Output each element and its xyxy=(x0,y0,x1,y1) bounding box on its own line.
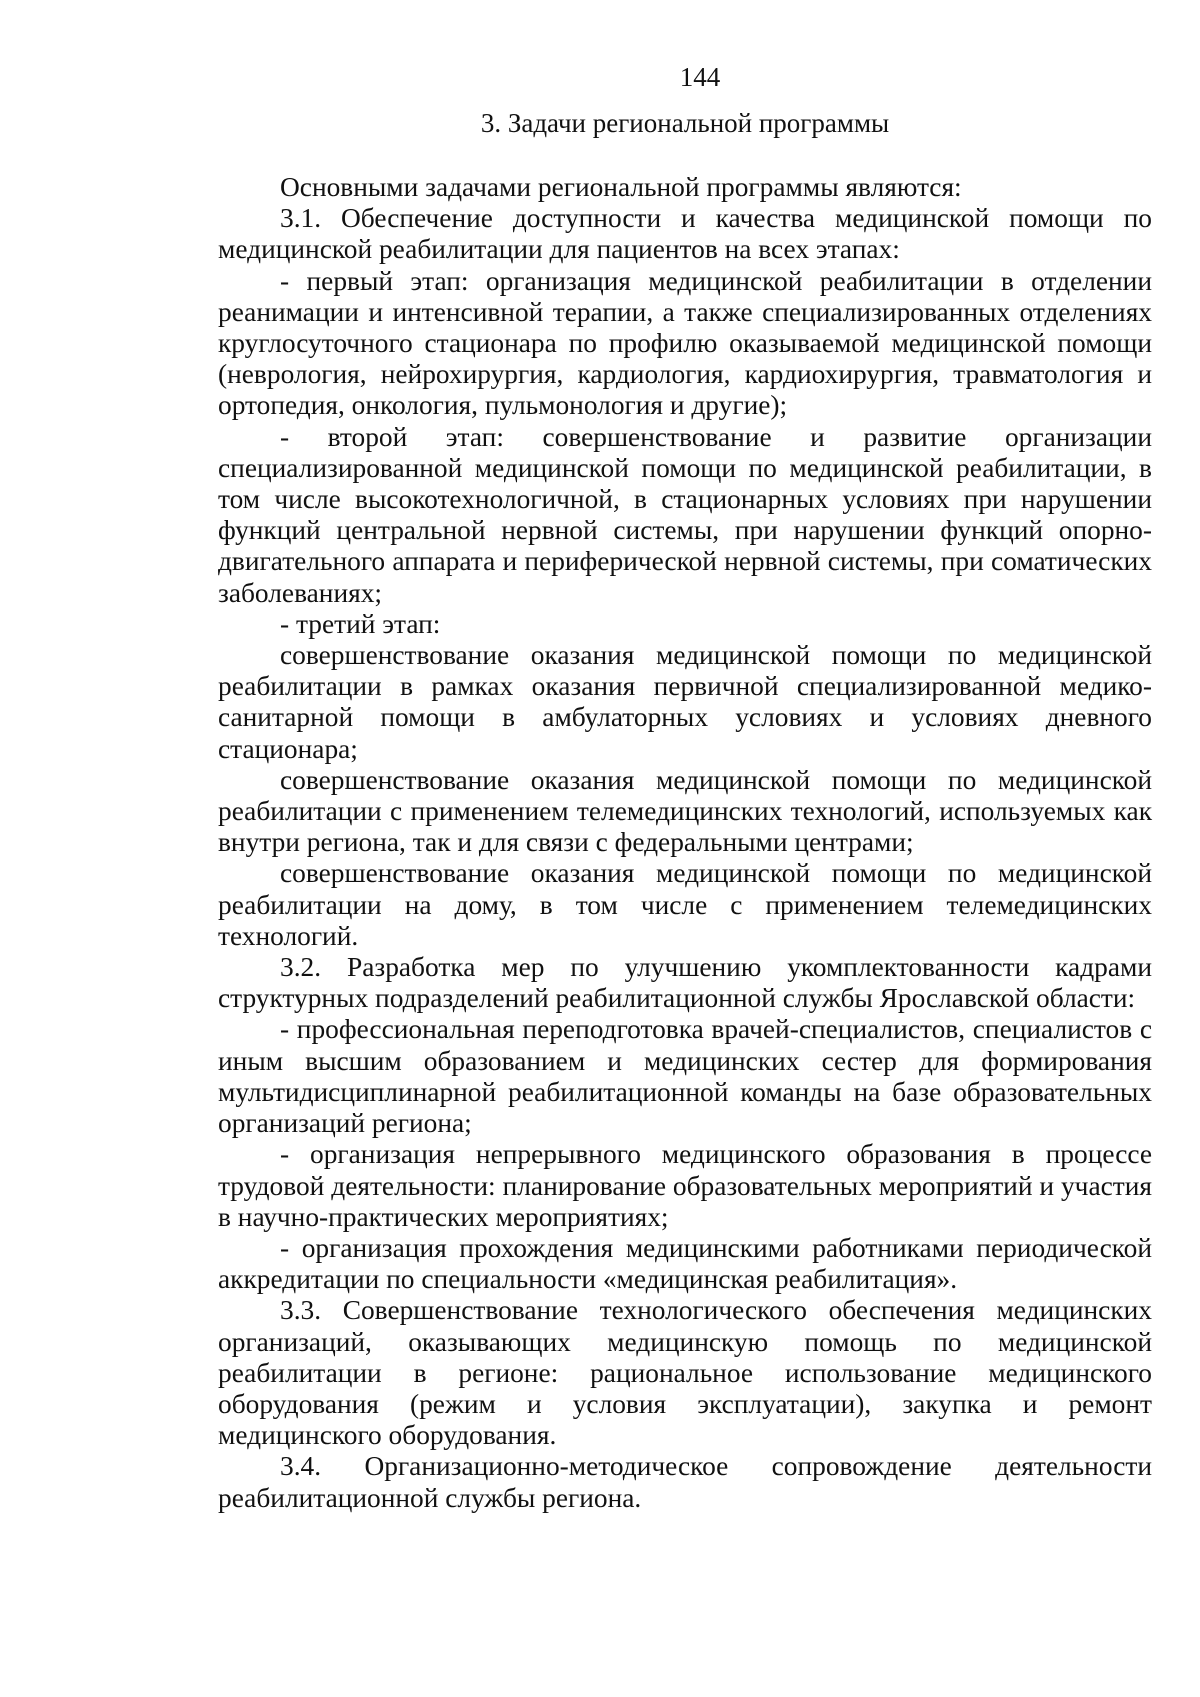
paragraph-3-4: 3.4. Организационно-методическое сопровождение деятельности реабилитационной службы региона. xyxy=(218,1451,1152,1513)
paragraph-stage-three-telemedicine: совершенствование оказания медицинской помощи по медицинской реабилитации с применением телемедицинских технологий, используемых как внутри региона, так и для связи с федеральными центрами; xyxy=(218,764,1152,858)
paragraph-3-1: 3.1. Обеспечение доступности и качества медицинской помощи по медицинской реабилитации для пациентов на всех этапах: xyxy=(218,203,1152,265)
paragraph-stage-three: - третий этап: xyxy=(280,608,441,639)
page-number: 144 xyxy=(679,62,721,92)
paragraph-stage-two: - второй этап: совершенствование и развитие организации специализированной медицинской помощи по медицинской реабилитации, в том числе высокотехнологичной, в стационарных условиях при нарушении функций центральной нервной системы, при нарушении функций опорно-двигательного аппарата и периферической нервной системы, при соматических заболеваниях; xyxy=(218,421,1152,608)
document-body xyxy=(218,172,1152,1514)
paragraph-3-2: 3.2. Разработка мер по улучшению укомплектованности кадрами структурных подразделений реабилитационной службы Ярославской области: xyxy=(218,952,1152,1014)
paragraph-retraining: - профессиональная переподготовка врачей-специалистов, специалистов с иным высшим образованием и медицинских сестер для формирования мультидисциплинарной реабилитационной команды на базе образовательных организаций региона; xyxy=(218,1014,1152,1139)
section-title: 3. Задачи региональной программы xyxy=(480,108,890,138)
paragraph-accreditation: - организация прохождения медицинскими работниками периодической аккредитации по специальности «медицинская реабилитация». xyxy=(218,1232,1152,1295)
paragraph-stage-three-outpatient: совершенствование оказания медицинской помощи по медицинской реабилитации в рамках оказания первичной специализированной медико-санитарной помощи в амбулаторных условиях и условиях дневного стационара; xyxy=(218,640,1152,764)
paragraph-stage-three-home: совершенствование оказания медицинской помощи по медицинской реабилитации на дому, в том числе с применением телемедицинских технологий. xyxy=(218,858,1152,951)
paragraph-3-3: 3.3. Совершенствование технологического обеспечения медицинских организаций, оказывающих медицинскую помощь по медицинской реабилитации в регионе: рациональное использование медицинского оборудования (режим и условия эксплуатации), закупка и ремонт медицинского оборудования. xyxy=(218,1295,1152,1451)
paragraph-intro: Основными задачами региональной программы являются: xyxy=(280,172,962,202)
paragraph-stage-one: - первый этап: организация медицинской реабилитации в отделении реанимации и интенсивной терапии, а также специализированных отделениях круглосуточного стационара по профилю оказываемой медицинской помощи (неврология, нейрохирургия, кардиология, кардиохирургия, травматология и ортопедия, онкология, пульмонология и другие); xyxy=(218,265,1152,421)
paragraph-continuing-education: - организация непрерывного медицинского образования в процессе трудовой деятельности: планирование образовательных мероприятий и участия в научно-практических мероприятиях; xyxy=(218,1139,1152,1232)
